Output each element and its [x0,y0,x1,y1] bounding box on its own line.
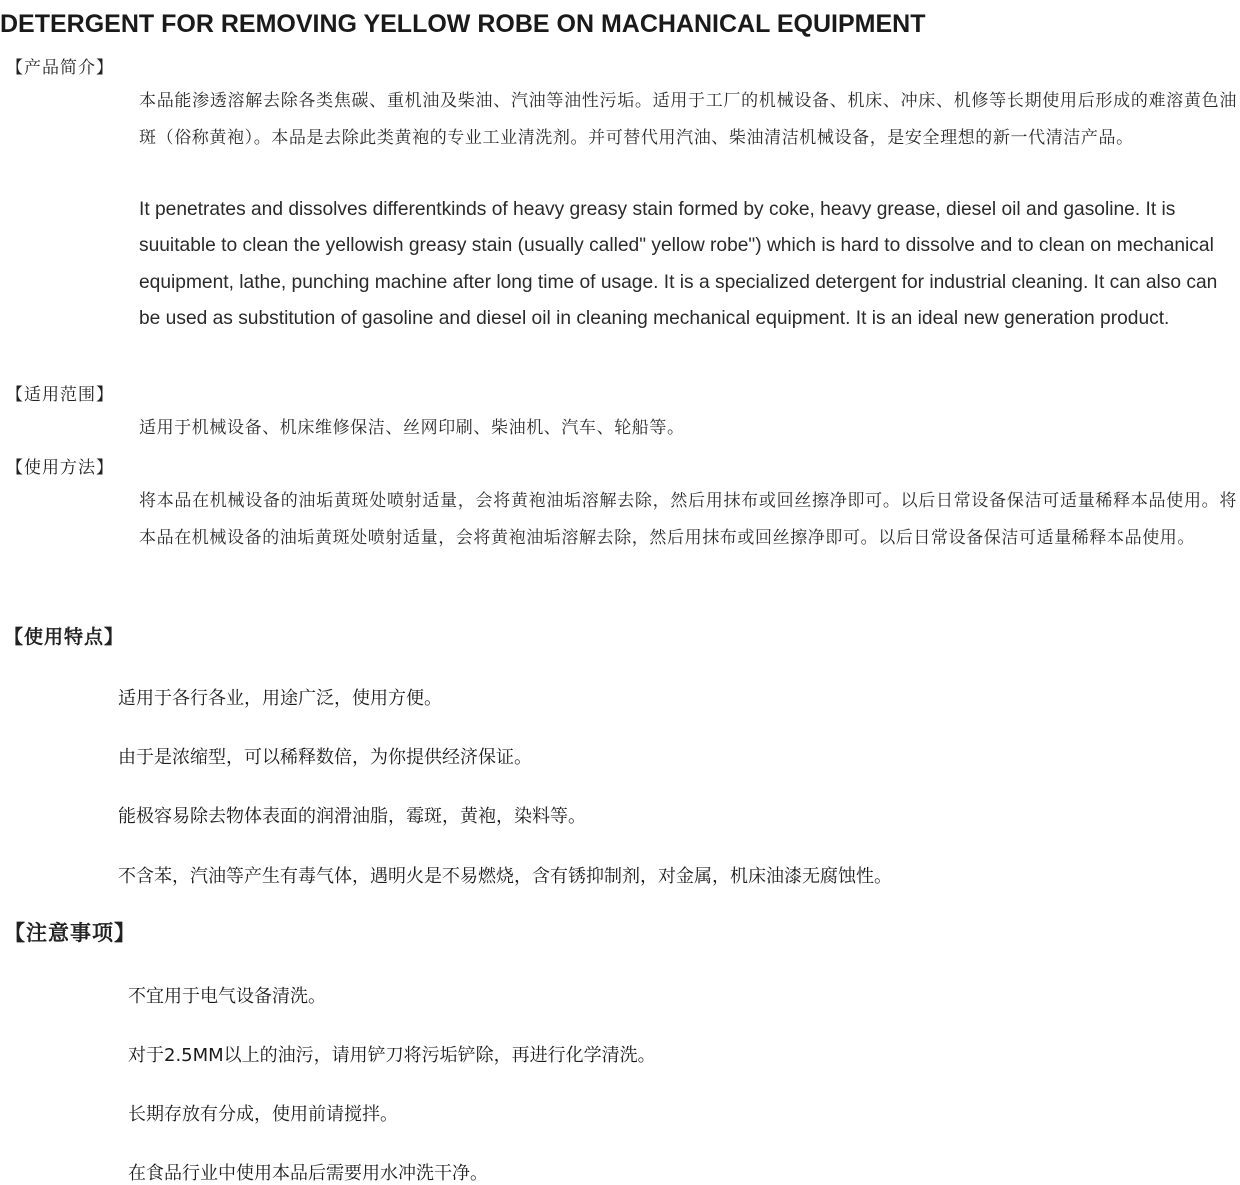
feature-item: 不含苯，汽油等产生有毒气体，遇明火是不易燃烧，含有锈抑制剂，对金属，机床油漆无腐蚀性。 [118,866,892,887]
section-heading-scope: 【适用范围】 [6,385,114,405]
section-heading-notes: 【注意事项】 [4,921,136,945]
feature-item: 适用于各行各业，用途广泛，使用方便。 [118,688,442,709]
section-heading-intro: 【产品简介】 [6,58,114,78]
document-title: DETERGENT FOR REMOVING YELLOW ROBE ON MACHANICAL EQUIPMENT [0,10,926,38]
note-item: 在食品行业中使用本品后需要用水冲洗干净。 [128,1163,488,1184]
section-heading-usage: 【使用方法】 [6,458,114,478]
feature-item: 由于是浓缩型，可以稀释数倍，为你提供经济保证。 [118,747,532,768]
intro-text-en: It penetrates and dissolves differentkinds of heavy greasy stain formed by coke, heavy grease, diesel oil and gasoline. It is suuitable to clean the yellowish greasy stain (usually called" yellow robe") which is hard to dissolve and to clean on mechanical equipment, lathe, punching machine after long time of usage. It is a specialized detergent for industrial cleaning. It can also can be used as substitution of gasoline and diesel oil in cleaning mechanical equipment. It is an ideal new generation product. [139,199,1218,330]
intro-text-zh: 本品能渗透溶解去除各类焦碳、重机油及柴油、汽油等油性污垢。适用于工厂的机械设备、机床、冲床、机修等长期使用后形成的难溶黄色油斑（俗称黄袍）。本品是去除此类黄袍的专业工业清洗剂。并可替代用汽油、柴油清洁机械设备，是安全理想的新一代清洁产品。 [139,91,1237,148]
section-heading-features: 【使用特点】 [4,626,125,648]
note-item: 长期存放有分成，使用前请搅拌。 [128,1104,398,1125]
feature-item: 能极容易除去物体表面的润滑油脂，霉斑，黄袍，染料等。 [118,806,586,827]
note-item: 不宜用于电气设备清洗。 [128,986,326,1007]
scope-text: 适用于机械设备、机床维修保洁、丝网印刷、柴油机、汽车、轮船等。 [139,418,685,438]
usage-text: 将本品在机械设备的油垢黄斑处喷射适量，会将黄袍油垢溶解去除，然后用抹布或回丝擦净即可。以后日常设备保洁可适量稀释本品使用。将本品在机械设备的油垢黄斑处喷射适量，会将黄袍油垢溶解去除，然后用抹布或回丝擦净即可。以后日常设备保洁可适量稀释本品使用。 [139,491,1237,548]
note-item: 对于2.5MM以上的油污，请用铲刀将污垢铲除，再进行化学清洗。 [128,1045,656,1066]
